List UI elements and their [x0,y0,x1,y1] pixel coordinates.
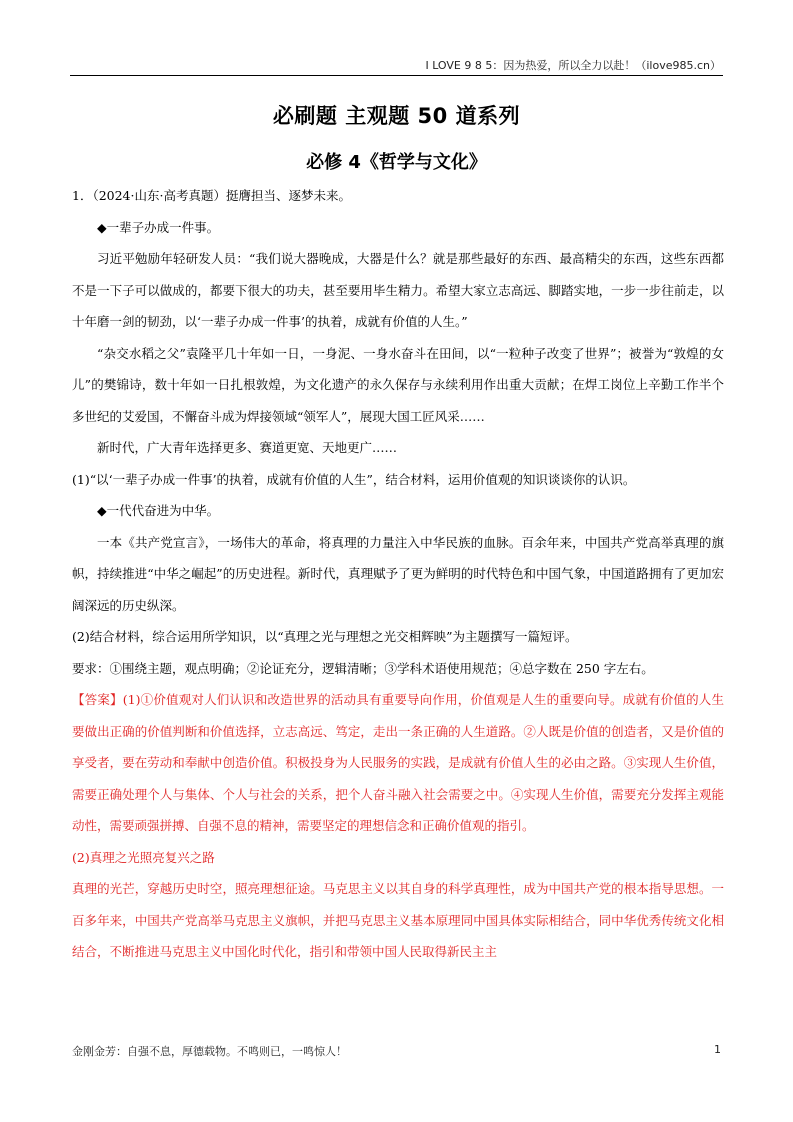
header-divider [70,75,723,76]
requirements: 要求：①围绕主题，观点明确；②论证充分，逻辑清晰；③学科术语使用规范；④总字数在 250 字左右。 [72,660,654,676]
question-intro: 1．（2024·山东·高考真题）挺膺担当、逐梦未来。 [72,188,351,203]
answer-part-1 [72,684,724,842]
page-header: I LOVE 9 8 5：因为热爱，所以全力以赴！（ilove985.cn） [425,59,721,72]
answer-part-2-text: 真理的光芒，穿越历史时空，照亮理想征途。马克思主义以其自身的科学真理性，成为中国共产党的根本指导思想。一百多年来，中国共产党高举马克思主义旗帜，并把马克思主义基本原理同中国具体实际相结合，同中华优秀传统文化相结合，不断推进马克思主义中国化时代化，指引和带领中国人民取得新民主主 [72,881,724,959]
material-paragraph-4: 一本《共产党宣言》，一场伟大的革命，将真理的力量注入中华民族的血脉。百余年来，中国共产党高举真理的旗帜，持续推进“中华之崛起”的历史进程。新时代，真理赋予了更为鲜明的时代特色和中国气象，中国道路拥有了更加宏阔深远的历史纵深。 [72,534,724,613]
answer-part-2-title: (2)真理之光照亮复兴之路 [72,849,215,865]
section-heading-1: ◆一辈子办成一件事。 [97,219,220,235]
page-title: 必刷题 主观题 50 道系列 [272,104,521,128]
document-body [72,180,724,968]
material-paragraph-1: 习近平勉励年轻研发人员：“我们说大器晚成，大器是什么？就是那些最好的东西、最高精尖的东西，这些东西都不是一下子可以做成的，都要下很大的功夫，甚至要用毕生精力。希望大家立志高远、脚踏实地，一步一步往前走，以十年磨一剑的韧劲，以‘一辈子办成一件事’的执着，成就有价值的人生。” [72,251,724,329]
sub-question-1: (1)“以‘一辈子办成一件事’的执着，成就有价值的人生”，结合材料，运用价值观的知识谈谈你的认识。 [72,471,636,487]
section-heading-2: ◆一代代奋进为中华。 [97,503,220,518]
answer-part-1-text: (1)①价值观对人们认识和改造世界的活动具有重要导向作用，价值观是人生的重要向导。成就有价值的人生要做出正确的价值判断和价值选择，立志高远、笃定，走出一条正确的人生道路。②人既是价值的创造者，又是价值的享受者，要在劳动和奉献中创造价值。积极投身为人民服务的实践，是成就有价值人生的必由之路。③实现人生价值，需要正确处理个人与集体、个人与社会的关系，把个人奋斗融入社会需要之中。④实现人生价值，需要充分发挥主观能动性，需要顽强拼搏、自强不息的精神，需要坚定的理想信念和正确价值观的指引。 [72,692,724,833]
page-subtitle: 必修 4《哲学与文化》 [306,152,487,173]
material-paragraph-2: “杂交水稻之父”袁隆平几十年如一日，一身泥、一身水奋斗在田间，以“一粒种子改变了世界”；被誉为“敦煌的女儿”的樊锦诗，数十年如一日扎根敦煌，为文化遗产的永久保存与永续利用作出重大贡献；在焊工岗位上辛勤工作半个多世纪的艾爱国，不懈奋斗成为焊接领域“领军人”，展现大国工匠风采…… [72,345,724,424]
page-number: 1 [714,1043,721,1056]
footer-motto: 金刚金芳：自强不息，厚德载物。不鸣则已，一鸣惊人！ [72,1045,347,1058]
material-paragraph-3: 新时代，广大青年选择更多、赛道更宽、天地更广…… [97,440,398,455]
sub-question-2: (2)结合材料，综合运用所学知识，以“真理之光与理想之光交相辉映”为主题撰写一篇短评。 [72,629,578,644]
answer-tag: 【答案】 [72,692,123,707]
